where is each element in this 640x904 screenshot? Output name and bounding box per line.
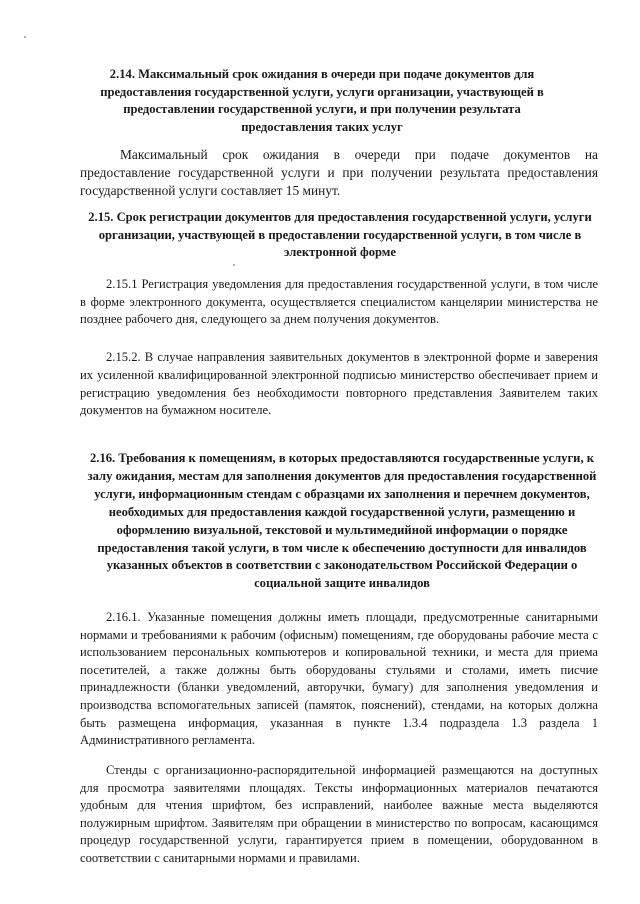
section-2-14-heading: 2.14. Максимальный срок ожидания в очереди при подаче документов для предоставления государственной услуги, услуги организации, участвующей в предоставлении государственной услуги, и при получении результата предоставления таких услуг [100,67,544,134]
section-2-15-heading: 2.15. Срок регистрации документов для предоставления государственной услуги, услуги организации, участвующей в предоставлении государственной услуги, в том числе в электронной форме [88,210,592,259]
section-2-15-2-paragraph: 2.15.2. В случае направления заявительных документов в электронной форме и заверения их усиленной квалифицированной электронной подписью министерство обеспечивает прием и регистрацию уведомления без необходимости повторного представления Заявителем таких документов на бумажном носителе. [80,350,598,418]
section-2-16-heading: 2.16. Требования к помещениям, в которых предоставляются государственные услуги, к залу ожидания, местам для заполнения документов для предоставления государственной услуги, информационным стендам с образцами их заполнения и перечнем документов, необходимых для предоставления каждой государственной услуги, размещению и оформлению визуальной, текстовой и мультимедийной информации о порядке предоставления такой услуги, в том числе к обеспечению доступности для инвалидов указанных объектов в соответствии с законодательством Российской Федерации о социальной защите инвалидов [87,451,597,591]
scan-speck [24,36,26,38]
section-2-14-paragraph-1: Максимальный срок ожидания в очереди при подаче документов на предоставление государственной услуги и при получении результата предоставления государственной услуги составляет 15 минут. [80,147,598,198]
section-2-15-1-paragraph: 2.15.1 Регистрация уведомления для предоставления государственной услуги, в том числе в форме электронного документа, осуществляется специалистом канцелярии министерства не позднее рабочего дня, следующего за днем получения документов. [80,277,598,327]
section-2-16-1-paragraph: 2.16.1. Указанные помещения должны иметь площади, предусмотренные санитарными нормами и требованиями к рабочим (офисным) помещениям, где оборудованы рабочие места с использованием персональных компьютеров и копировальной техники, и места для приема посетителей, а также должны быть оборудованы стульями и столами, иметь писчие принадлежности (бланки уведомлений, авторучки, бумагу) для заполнения уведомления и производства вспомогательных записей (памяток, пояснений), стендами, на которых должна быть размещена информация, указанная в пункте 1.3.4 подраздела 1.3 раздела 1 Административного регламента. [80,610,598,748]
section-2-16-stands-paragraph: Стенды с организационно-распорядительной информацией размещаются на доступных для просмотра заявителями площадях. Тексты информационных материалов печатаются удобным для чтения шрифтом, без исправлений, наиболее важные места выделяются полужирным шрифтом. Заявителям при обращении в министерство по вопросам, касающимся процедур государственной услуги, гарантируется прием в помещении, оборудованном в соответствии с санитарными нормами и правилами. [80,763,598,865]
scan-speck [233,264,235,266]
